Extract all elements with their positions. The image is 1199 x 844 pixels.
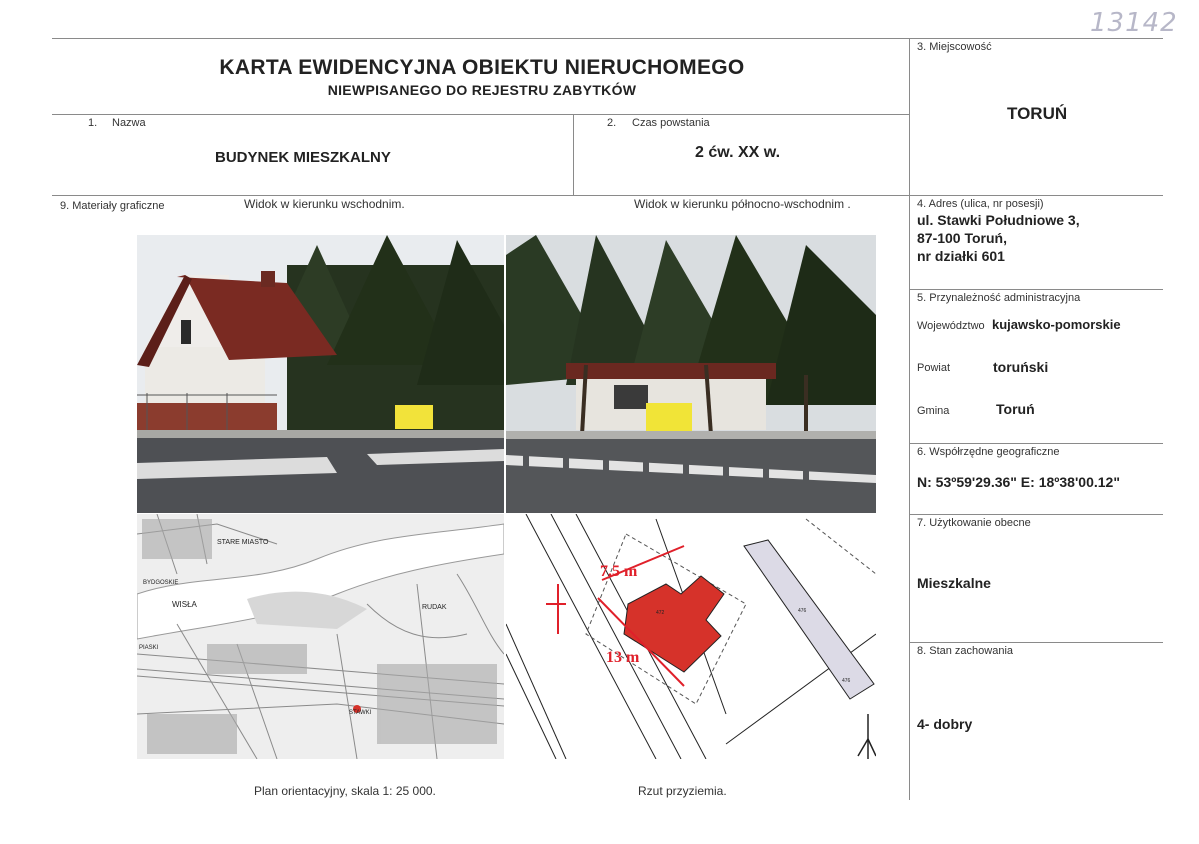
time-label: Czas powstania	[632, 117, 710, 129]
address-label: 4. Adres (ulica, nr posesji)	[917, 198, 1044, 210]
photo-view-east	[137, 235, 504, 513]
plan-dimension-length: 13 m	[606, 649, 640, 666]
map-caption: Plan orientacyjny, skala 1: 25 000.	[254, 784, 436, 798]
north-arrow-icon	[858, 714, 876, 759]
plan-dimension-width: 7.5 m	[600, 563, 638, 580]
plan-parcel-label-b: 476	[798, 608, 807, 614]
county-value: toruński	[993, 359, 1049, 375]
photo-view-northeast	[506, 235, 876, 513]
address-line-3: nr działki 601	[917, 248, 1005, 264]
name-label: Nazwa	[112, 117, 146, 129]
card-title: KARTA EWIDENCYJNA OBIEKTU NIERUCHOMEGO	[219, 56, 745, 79]
orientation-map	[137, 514, 504, 759]
plan-parcel-label-c: 476	[842, 678, 851, 684]
photo-northeast-caption: Widok w kierunku północno-wschodnim .	[634, 197, 851, 211]
place-value: TORUŃ	[1007, 104, 1068, 123]
top-border-line	[52, 38, 1163, 39]
commune-value: Toruń	[996, 401, 1035, 417]
admin-bottom-line	[910, 443, 1163, 444]
photo-east-caption: Widok w kierunku wschodnim.	[244, 197, 405, 211]
name-row-bottom-line	[52, 195, 1163, 196]
voivodeship-value: kujawsko-pomorskie	[992, 317, 1121, 332]
admin-label: 5. Przynależność administracyjna	[917, 292, 1081, 304]
plan-caption: Rzut przyziemia.	[638, 784, 727, 798]
map-label-stare-miasto: STARE MIASTO	[217, 539, 269, 546]
usage-bottom-line	[910, 642, 1163, 643]
map-label-rudak: RUDAK	[422, 604, 447, 611]
handwritten-registry-number: 13142	[1090, 8, 1178, 38]
usage-value: Mieszkalne	[917, 575, 991, 591]
address-line-1: ul. Stawki Południowe 3,	[917, 212, 1080, 228]
card-subtitle: NIEWPISANEGO DO REJESTRU ZABYTKÓW	[327, 82, 637, 98]
map-label-wisla: WISŁA	[172, 600, 197, 609]
commune-label: Gmina	[917, 405, 950, 417]
map-label-stawki: STAWKI	[349, 710, 372, 716]
ground-floor-plan	[506, 514, 876, 759]
place-label: 3. Miejscowość	[917, 41, 992, 53]
plan-parcel-label-a: 472	[656, 610, 665, 616]
header-bottom-line	[52, 114, 910, 115]
condition-value: 4- dobry	[917, 716, 973, 732]
address-line-2: 87-100 Toruń,	[917, 230, 1007, 246]
column-divider-right	[909, 38, 910, 800]
time-label-number: 2.	[607, 117, 617, 129]
name-value: BUDYNEK MIESZKALNY	[215, 149, 391, 166]
geo-label: 6. Współrzędne geograficzne	[917, 446, 1060, 458]
map-label-piaski: PIASKI	[139, 645, 159, 651]
time-value: 2 ćw. XX w.	[695, 144, 781, 161]
geo-value: N: 53º59'29.36" E: 18º38'00.12"	[917, 474, 1120, 490]
county-label: Powiat	[917, 362, 951, 374]
name-time-divider	[573, 114, 574, 196]
condition-label: 8. Stan zachowania	[917, 645, 1014, 657]
address-bottom-line	[910, 289, 1163, 290]
name-label-number: 1.	[88, 117, 98, 129]
map-label-bydgoskie: BYDGOSKIE	[143, 580, 179, 586]
graphics-label: 9. Materiały graficzne	[60, 200, 165, 212]
usage-label: 7. Użytkowanie obecne	[917, 517, 1031, 529]
voivodeship-label: Województwo	[917, 320, 985, 332]
geo-bottom-line	[910, 514, 1163, 515]
